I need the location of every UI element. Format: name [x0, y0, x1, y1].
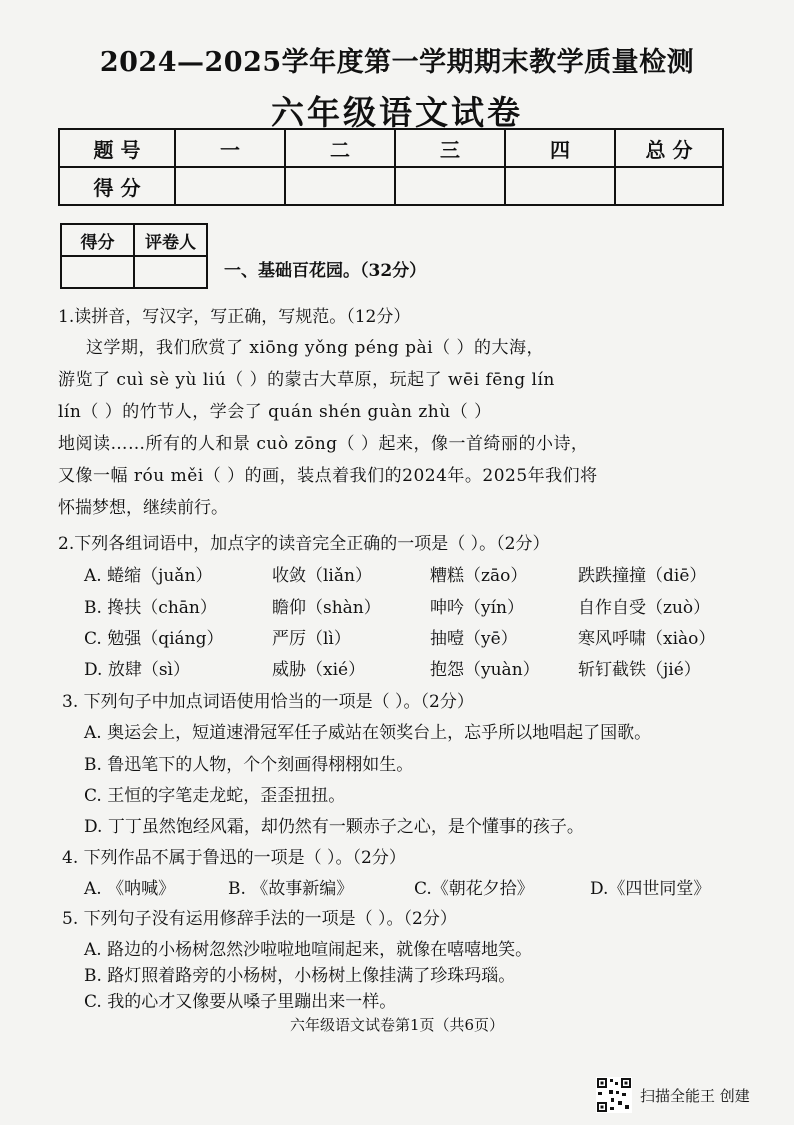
q3-option: D. 丁丁虽然饱经风霜，却仍然有一颗赤子之心，是个懂事的孩子。: [84, 817, 584, 837]
q1-line: 地阅读……所有的人和景 cuò zōng（ ）起来，像一首绮丽的小诗，: [58, 434, 589, 454]
score-table-value-row: [59, 167, 723, 205]
q5-option: B. 路灯照着路旁的小杨树，小杨树上像挂满了珍珠玛瑙。: [84, 966, 516, 986]
q2-option-cell: 威胁（xié）: [272, 660, 366, 680]
grader-score-cell[interactable]: [61, 256, 134, 288]
score-row-label: 得 分: [59, 167, 175, 205]
grader-name-label: 评卷人: [134, 224, 207, 256]
q2-option-cell: 严厉（lì）: [272, 629, 351, 649]
q3-option: C. 王恒的字笔走龙蛇，歪歪扭扭。: [84, 786, 346, 806]
score-table-header-row: [59, 129, 723, 167]
score-header-cell: 三: [395, 129, 505, 167]
grader-name-cell[interactable]: [134, 256, 207, 288]
q1-line: 游览了 cuì sè yù liú（ ）的蒙古大草原，玩起了 wēi fēng lín: [58, 370, 555, 390]
q2-option-cell: 自作自受（zuò）: [578, 598, 711, 618]
q2-option-cell: 收敛（liǎn）: [272, 566, 372, 586]
q5-option: A. 路边的小杨树忽然沙啦啦地喧闹起来，就像在嘻嘻地笑。: [84, 940, 533, 960]
q3-prompt: 3. 下列句子中加点词语使用恰当的一项是（ ）。（2分）: [62, 692, 474, 712]
q2-option-cell: 寒风呼啸（xiào）: [578, 629, 716, 649]
q2-option-cell: 抽噎（yē）: [430, 629, 518, 649]
q1-line: 这学期，我们欣赏了 xiōng yǒng péng pài（ ）的大海，: [86, 338, 545, 358]
grader-score-label: 得分: [61, 224, 134, 256]
score-header-cell: 二: [285, 129, 395, 167]
q4-prompt: 4. 下列作品不属于鲁迅的一项是（ ）。（2分）: [62, 848, 406, 868]
score-value-cell[interactable]: [395, 167, 505, 205]
q4-option: A. 《呐喊》: [84, 879, 176, 899]
q1-line: 怀揣梦想，继续前行。: [58, 498, 228, 518]
score-value-cell[interactable]: [285, 167, 395, 205]
qr-code-icon: [596, 1077, 632, 1113]
grader-table: [60, 223, 208, 289]
score-header-cell: 一: [175, 129, 285, 167]
q4-option: C.《朝花夕拾》: [414, 879, 534, 899]
score-header-cell: 四: [505, 129, 615, 167]
q2-option-cell: 糟糕（zāo）: [430, 566, 528, 586]
q5-prompt: 5. 下列句子没有运用修辞手法的一项是（ ）。（2分）: [62, 909, 457, 929]
q2-option-cell: 呻吟（yín）: [430, 598, 524, 618]
q2-option-cell: D. 放肆（sì）: [84, 660, 190, 680]
q2-option-cell: B. 搀扶（chān）: [84, 598, 217, 618]
page-footer: 六年级语文试卷第1页（共6页）: [289, 1016, 505, 1034]
score-header-cell: 总 分: [615, 129, 723, 167]
q3-option: B. 鲁迅笔下的人物，个个刻画得栩栩如生。: [84, 755, 414, 775]
exam-title: 2024—2025学年度第一学期期末教学质量检测: [99, 47, 695, 78]
exam-subtitle: 六年级语文试卷: [271, 93, 523, 132]
q1-line: 又像一幅 róu měi（ ）的画，装点着我们的2024年。2025年我们将: [58, 466, 598, 486]
q2-option-cell: 跌跌撞撞（diē）: [578, 566, 707, 586]
q2-option-cell: C. 勉强（qiáng）: [84, 629, 224, 649]
q2-option-cell: A. 蜷缩（juǎn）: [84, 566, 213, 586]
q2-option-cell: 抱怨（yuàn）: [430, 660, 540, 680]
q2-option-cell: 斩钉截铁（jié）: [578, 660, 701, 680]
q1-prompt: 1.读拼音，写汉字，写正确，写规范。（12分）: [58, 307, 411, 327]
score-header-cell: 题 号: [59, 129, 175, 167]
q3-option: A. 奥运会上，短道速滑冠军任子威站在领奖台上，忘乎所以地唱起了国歌。: [84, 723, 652, 743]
score-value-cell[interactable]: [175, 167, 285, 205]
score-table: [58, 128, 724, 206]
score-value-cell[interactable]: [505, 167, 615, 205]
q4-option: B. 《故事新编》: [228, 879, 354, 899]
q4-option: D.《四世同堂》: [590, 879, 711, 899]
score-value-cell[interactable]: [615, 167, 723, 205]
section-title: 一、基础百花园。（32分）: [224, 261, 427, 281]
q2-option-cell: 瞻仰（shàn）: [272, 598, 381, 618]
q1-line: lín（ ）的竹节人，学会了 quán shén guàn zhù（ ）: [58, 402, 492, 422]
scanner-brand-label: 扫描全能王 创建: [640, 1087, 750, 1105]
q5-option: C. 我的心才又像要从嗓子里蹦出来一样。: [84, 992, 397, 1012]
q2-prompt: 2.下列各组词语中，加点字的读音完全正确的一项是（ ）。（2分）: [58, 534, 550, 554]
